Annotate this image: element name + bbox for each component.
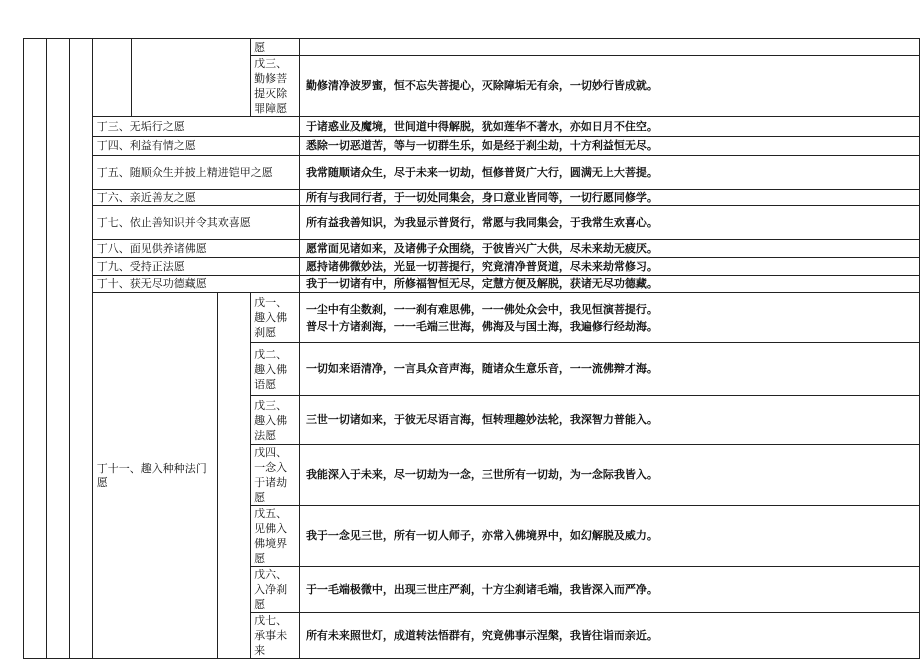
ding7-verse: 所有益我善知识，为我显示普贤行，常愿与我同集会，于我常生欢喜心。 <box>299 206 919 240</box>
ding9-verse: 愿持诸佛微妙法，光显一切菩提行，究竟清净普贤道，尽未来劫常修习。 <box>299 258 919 276</box>
wu2-verse: 一切如来语清净，一言具众音声海，随诸众生意乐音，一一流佛辩才海。 <box>299 343 919 396</box>
verse-line: 一尘中有尘数刹，一一刹有难思佛，一一佛处众会中，我见恒演菩提行。 <box>305 302 658 316</box>
ding6-verse: 所有与我同行者，于一切处同集会，身口意业皆同等，一切行愿同修学。 <box>299 190 919 206</box>
content-cell-empty <box>299 39 919 56</box>
wu3b-verse: 三世一切诸如来，于彼无尽语言海，恒转理趣妙法轮，我深智力普能入。 <box>299 396 919 445</box>
wu3-verse: 勤修清净波罗蜜，恒不忘失菩提心，灭除障垢无有余，一切妙行皆成就。 <box>299 56 919 117</box>
wu5-verse: 我于一念见三世，所有一切人师子，亦常入佛境界中，如幻解脱及威力。 <box>299 506 919 567</box>
outline-level-1-column <box>24 39 47 659</box>
verse-line: 普尽十方诸刹海，一一毛端三世海，佛海及与国土海，我遍修行经劫海。 <box>305 319 658 333</box>
outline-level-2-column <box>46 39 70 659</box>
ding3-verse: 于诸惑业及魔境，世间道中得解脱，犹如莲华不著水，亦如日月不住空。 <box>299 117 919 137</box>
wu7-verse: 所有未来照世灯，成道转法悟群有，究竟佛事示涅槃，我皆往诣而亲近。 <box>299 613 919 659</box>
wu6-label: 戊六、入净刹愿 <box>251 567 300 613</box>
ding7-label: 丁七、依止善知识并令其欢喜愿 <box>92 206 299 240</box>
ding5-verse: 我常随顺诸众生，尽于未来一切劫，恒修普贤广大行，圆满无上大菩提。 <box>299 156 919 190</box>
wu5-label: 戊五、见佛入佛境界愿 <box>251 506 300 567</box>
wu1-label: 戊一、趣入佛刹愿 <box>251 293 300 343</box>
ding4-verse: 悉除一切恶道苦，等与一切群生乐，如是经于刹尘劫，十方利益恒无尽。 <box>299 137 919 156</box>
ding5-label: 丁五、随顺众生并披上精进铠甲之愿 <box>92 156 299 190</box>
ding11-label: 丁十一、趣入种种法门愿 <box>92 293 217 659</box>
ding10-verse: 我于一切诸有中，所修福智恒无尽，定慧方便及解脱，获诸无尽功德藏。 <box>299 276 919 293</box>
ding4-label: 丁四、利益有情之愿 <box>92 137 299 156</box>
outline-level-3-column <box>70 39 93 659</box>
wu-label-fragment: 愿 <box>251 39 300 56</box>
wu4-verse: 我能深入于未来，尽一切劫为一念，三世所有一切劫，为一念际我皆入。 <box>299 445 919 506</box>
ding8-verse: 愿常面见诸如来，及诸佛子众围绕，于彼皆兴广大供，尽未来劫无疲厌。 <box>299 240 919 258</box>
ding8-label: 丁八、面见供养诸佛愿 <box>92 240 299 258</box>
ding10-label: 丁十、获无尽功德藏愿 <box>92 276 299 293</box>
wu3b-label: 戊三、趣入佛法愿 <box>251 396 300 445</box>
wu2-label: 戊二、趣入佛语愿 <box>251 343 300 396</box>
ding9-label: 丁九、受持正法愿 <box>92 258 299 276</box>
ding3-label: 丁三、无垢行之愿 <box>92 117 299 137</box>
wu4-label: 戊四、一念入于诸劫愿 <box>251 445 300 506</box>
wu3-label: 戊三、勤修菩提灭除罪障愿 <box>251 56 300 117</box>
ding6-label: 丁六、亲近善友之愿 <box>92 190 299 206</box>
outline-level-4-cell <box>92 39 132 117</box>
wu6-verse: 于一毛端极微中，出现三世庄严刹，十方尘刹诸毛端，我皆深入而严净。 <box>299 567 919 613</box>
wu7-label: 戊七、承事未来 <box>251 613 300 659</box>
outline-level-5-cell <box>132 39 251 117</box>
wu1-verse <box>299 293 919 343</box>
ding11-spacer <box>217 293 251 659</box>
vow-outline-table <box>23 38 920 659</box>
